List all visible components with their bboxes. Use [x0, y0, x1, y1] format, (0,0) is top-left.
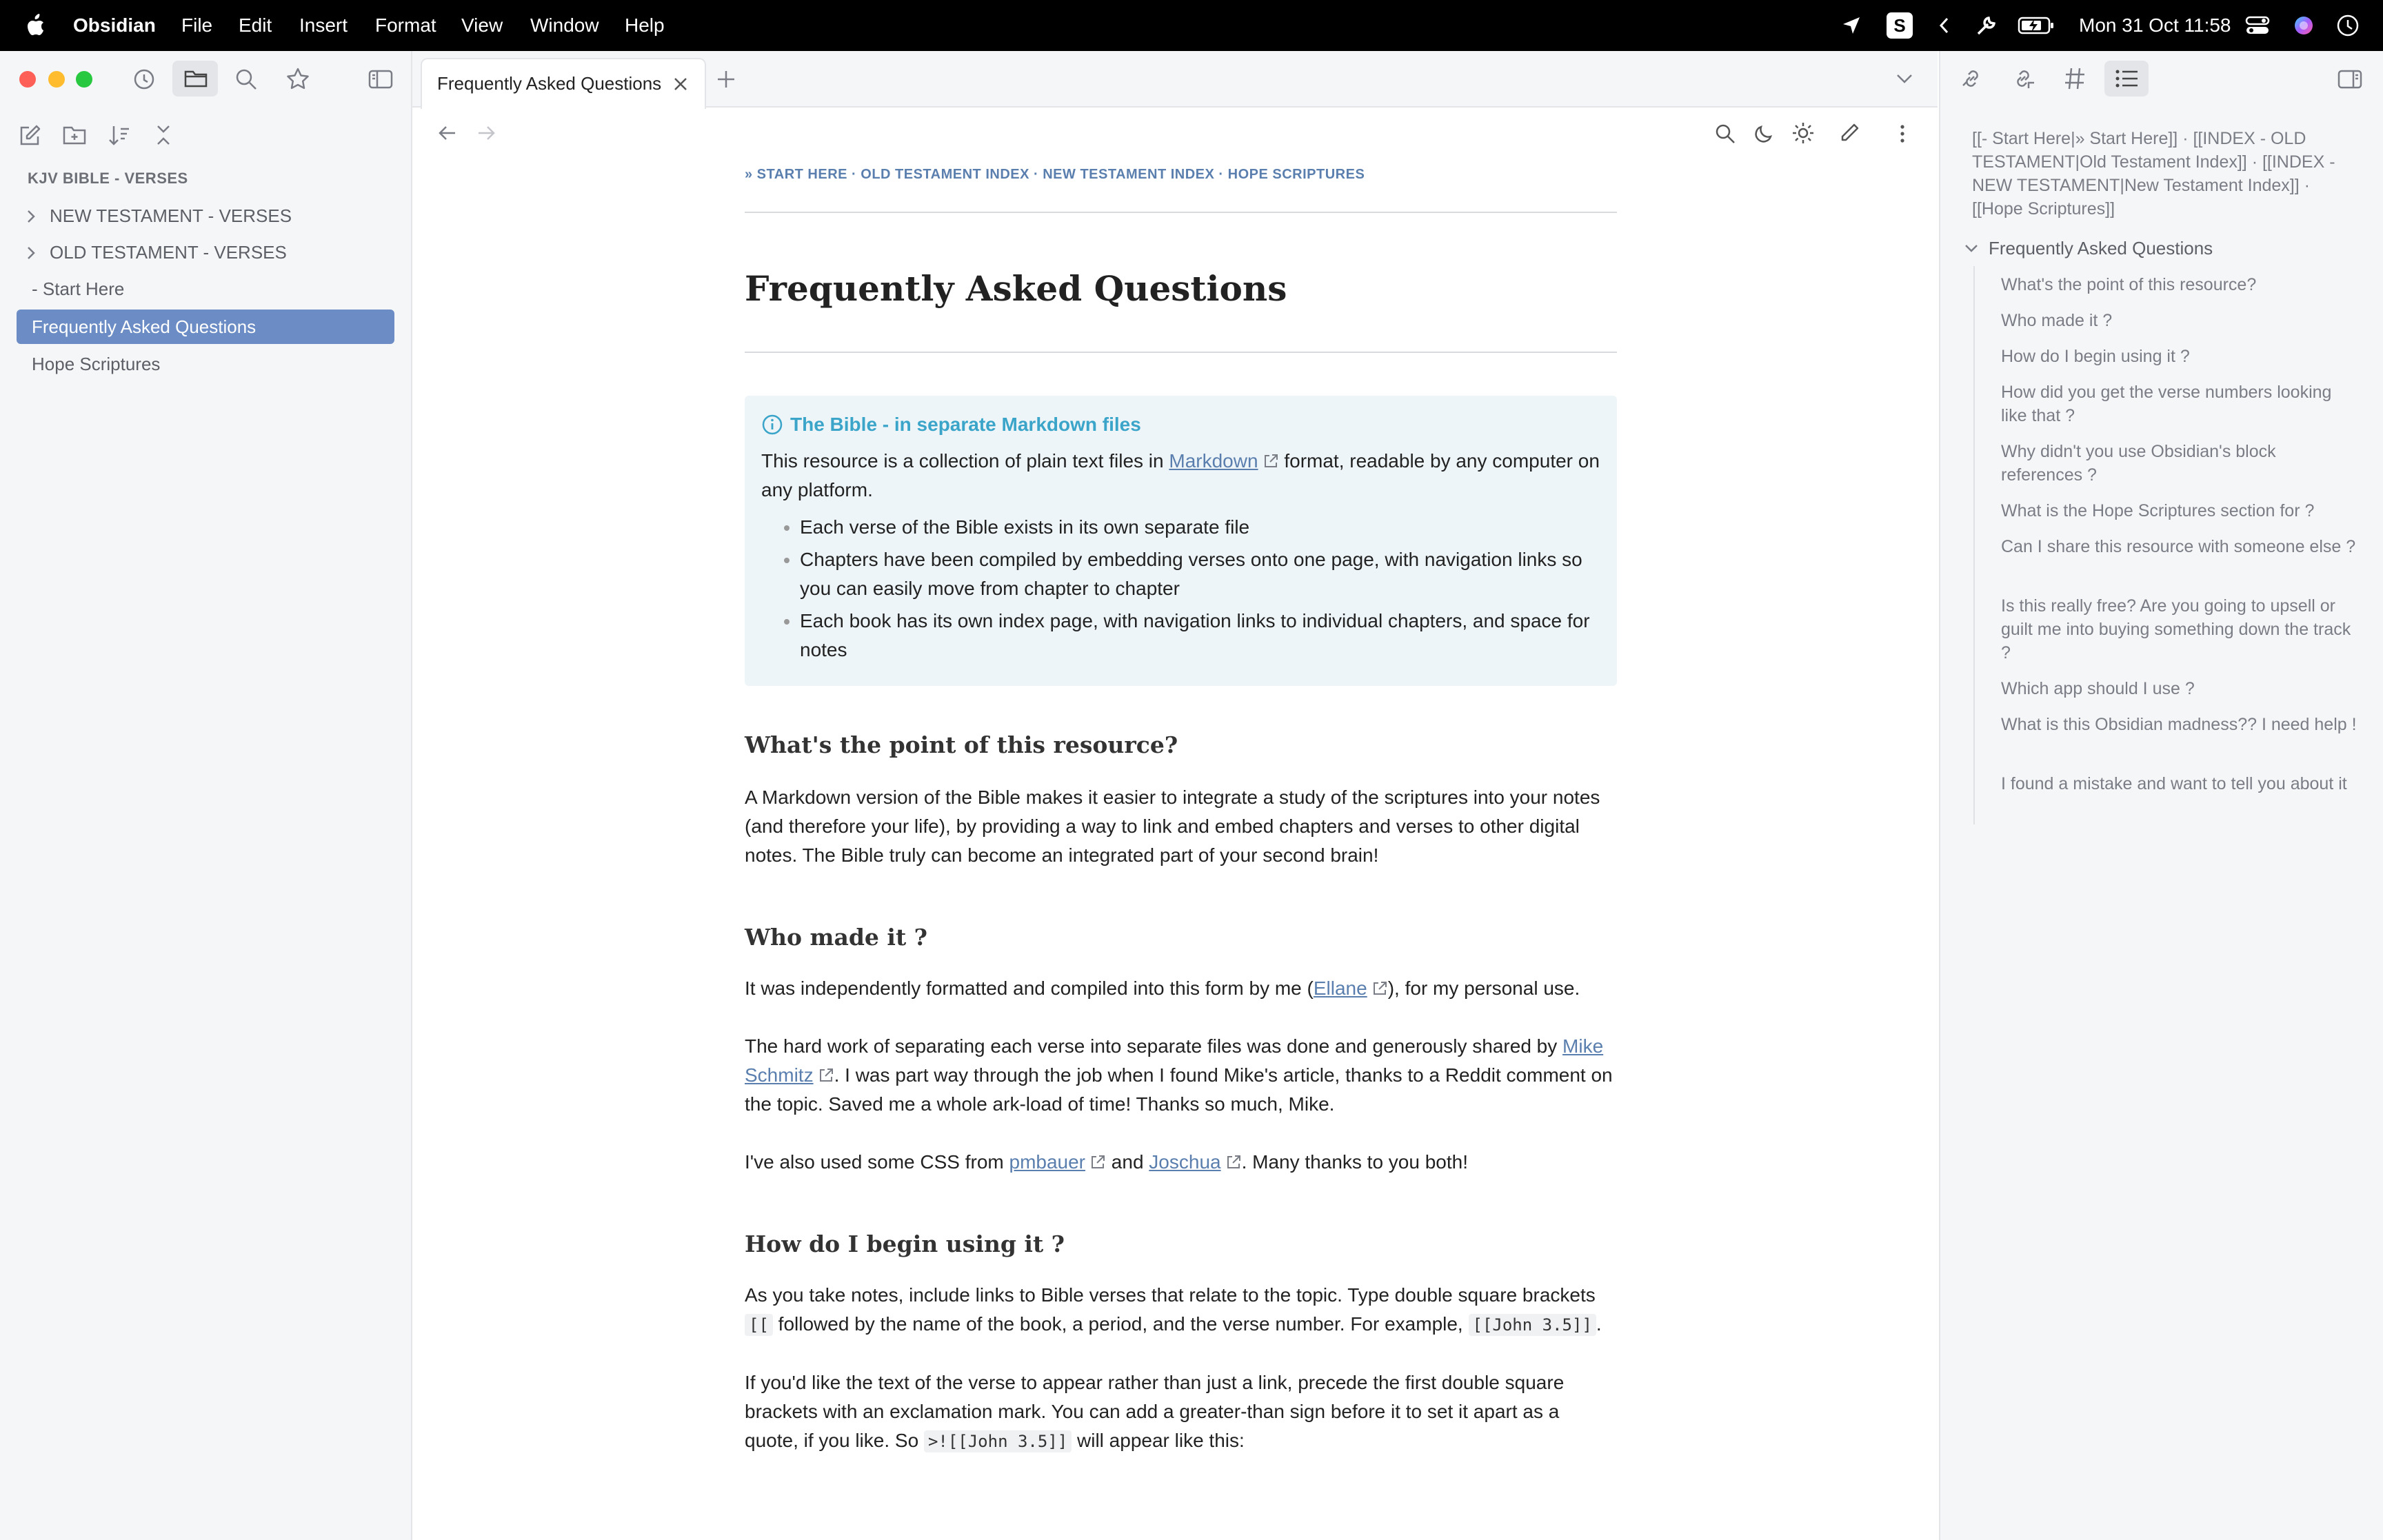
- outline-item[interactable]: How did you get the verse numbers looking like that ?: [2001, 383, 2332, 425]
- file-explorer-folder-icon[interactable]: [172, 61, 218, 97]
- minimize-window-button[interactable]: [48, 71, 65, 88]
- external-link-icon: [1089, 1154, 1106, 1171]
- inline-code: [[: [745, 1314, 773, 1336]
- close-tab-icon[interactable]: [672, 75, 690, 93]
- text: The hard work of separating each verse into separate files was done and generously shared by: [745, 1035, 1563, 1057]
- text: and: [1106, 1151, 1149, 1173]
- text: . Many thanks to you both!: [1241, 1151, 1469, 1173]
- chevron-right-icon: [25, 245, 37, 261]
- breadcrumb-hope-scriptures[interactable]: HOPE SCRIPTURES: [1227, 167, 1365, 182]
- menu-insert[interactable]: Insert: [299, 14, 348, 36]
- edit-pencil-icon[interactable]: [1838, 122, 1860, 144]
- menu-format[interactable]: Format: [375, 14, 436, 36]
- list-item: • Each verse of the Bible exists in its own separate file: [800, 513, 1600, 542]
- folder-old-testament[interactable]: [17, 235, 394, 270]
- callout-intro: [761, 447, 1600, 505]
- collapse-right-sidebar-icon[interactable]: [2337, 69, 2362, 90]
- text: .: [1596, 1313, 1602, 1335]
- text: It was independently formatted and compiled into this form by me (: [745, 977, 1314, 999]
- breadcrumb-separator: ·: [1214, 167, 1228, 182]
- list-item: • Each book has its own index page, with navigation links to individual chapters, and space for notes: [800, 607, 1600, 665]
- more-options-icon[interactable]: [1895, 123, 1910, 145]
- breadcrumb-new-testament-index[interactable]: NEW TESTAMENT INDEX: [1043, 167, 1215, 182]
- text: If you'd like the text of the verse to appear rather than just a link, precede the first double square brackets with an exclamation mark. You can add a greater-than sign before it to set it apart as a quote, if you like. So: [745, 1372, 1565, 1451]
- file-frequently-asked-questions[interactable]: [17, 310, 394, 344]
- menu-view[interactable]: View: [461, 14, 503, 36]
- callout-bullet-list: [761, 513, 1600, 665]
- outline-item[interactable]: What is the Hope Scriptures section for ?: [2001, 501, 2315, 520]
- text: followed by the name of the book, a period, and the verse number. For example,: [772, 1313, 1469, 1335]
- paragraph: [745, 1368, 1617, 1456]
- battery-icon[interactable]: [2018, 16, 2055, 35]
- location-arrow-icon[interactable]: [1841, 15, 1862, 36]
- apple-icon[interactable]: [25, 14, 46, 37]
- outline-heading-frequently-asked-questions[interactable]: [1964, 235, 2350, 261]
- external-link-icon: [1225, 1154, 1242, 1171]
- menu-help[interactable]: Help: [625, 14, 665, 36]
- outline-item[interactable]: Is this really free? Are you going to upsell or guilt me into buying something down the track ?: [2001, 596, 2351, 662]
- outline-heading-label: Frequently Asked Questions: [1989, 238, 2213, 259]
- macos-menubar: [0, 0, 2383, 51]
- outline-item[interactable]: Why didn't you use Obsidian's block references ?: [2001, 442, 2276, 485]
- file-label: - Start Here: [32, 278, 125, 299]
- paragraph: [745, 1148, 1617, 1177]
- inline-code: [[John 3.5]]: [1469, 1314, 1596, 1336]
- info-callout: [745, 396, 1617, 686]
- text: will appear like this:: [1072, 1430, 1245, 1451]
- dark-mode-moon-icon[interactable]: [1753, 123, 1775, 145]
- new-tab-plus-icon[interactable]: [716, 69, 736, 90]
- ellane-link[interactable]: Ellane: [1313, 977, 1367, 999]
- page-title: Frequently Asked Questions: [745, 268, 1287, 309]
- recent-files-clock-icon[interactable]: [132, 68, 156, 91]
- new-folder-icon[interactable]: [62, 124, 87, 146]
- chevron-right-icon: [25, 209, 37, 224]
- outline-guide-line: [1973, 266, 1975, 824]
- tags-hash-icon[interactable]: [2063, 66, 2087, 91]
- external-link-icon: [1263, 453, 1279, 469]
- outgoing-links-icon[interactable]: [2011, 66, 2035, 91]
- menu-file[interactable]: File: [181, 14, 213, 36]
- paragraph: [745, 974, 1617, 1003]
- file-start-here[interactable]: [17, 272, 394, 306]
- maximize-window-button[interactable]: [76, 71, 92, 88]
- pmbauer-link[interactable]: pmbauer: [1009, 1151, 1086, 1173]
- outline-raw-links: [[- Start Here|» Start Here]] · [[INDEX - OLD TESTAMENT|Old Testament Index]] · [[INDEX - NEW TESTAMENT|New Testament Index]] · [[Hope Scriptures]]: [1972, 129, 2335, 219]
- tab-frequently-asked-questions[interactable]: [421, 58, 706, 109]
- paragraph: [745, 1032, 1617, 1119]
- divider: [745, 212, 1617, 213]
- breadcrumb-start-here[interactable]: » START HERE: [745, 167, 847, 182]
- outline-item[interactable]: Can I share this resource with someone else ?: [2001, 537, 2356, 556]
- heading-who-made-it: Who made it ?: [745, 924, 928, 951]
- text: format, readable by any computer on any platform.: [761, 450, 1600, 500]
- folder-label: OLD TESTAMENT - VERSES: [50, 242, 287, 263]
- navigate-back-arrow-icon[interactable]: [437, 123, 458, 143]
- heading-how-to-begin: How do I begin using it ?: [745, 1230, 1065, 1257]
- file-hope-scriptures[interactable]: [17, 347, 394, 381]
- folder-label: NEW TESTAMENT - VERSES: [50, 205, 292, 226]
- external-link-icon: [818, 1067, 834, 1084]
- menubar-clock[interactable]: Mon 31 Oct 11:58: [2079, 14, 2231, 36]
- collapse-all-icon[interactable]: [153, 124, 174, 146]
- outline-item[interactable]: What's the point of this resource?: [2001, 275, 2257, 294]
- new-note-icon[interactable]: [18, 124, 41, 148]
- siri-icon[interactable]: [2293, 15, 2314, 36]
- outline-list-icon[interactable]: [2104, 61, 2149, 97]
- breadcrumb-old-testament-index[interactable]: OLD TESTAMENT INDEX: [861, 167, 1029, 182]
- info-icon: [761, 414, 783, 436]
- callout-title-text: The Bible - in separate Markdown files: [790, 414, 1141, 435]
- divider: [745, 352, 1617, 353]
- collapse-left-sidebar-icon[interactable]: [368, 69, 393, 90]
- sort-order-icon[interactable]: [108, 124, 131, 146]
- s-app-badge[interactable]: S: [1887, 12, 1913, 39]
- joschua-link[interactable]: Joschua: [1149, 1151, 1221, 1173]
- tab-title: Frequently Asked Questions: [437, 73, 662, 94]
- text: This resource is a collection of plain text files in: [761, 450, 1169, 472]
- folder-new-testament[interactable]: [17, 199, 394, 233]
- chevron-down-icon: [1964, 243, 1979, 254]
- light-mode-sun-icon[interactable]: [1791, 121, 1815, 145]
- outline-item[interactable]: What is this Obsidian madness?? I need help !: [2001, 715, 2357, 734]
- outline-item[interactable]: How do I begin using it ?: [2001, 347, 2190, 366]
- text: I've also used some CSS from: [745, 1151, 1009, 1173]
- control-center-icon[interactable]: [2245, 15, 2270, 36]
- markdown-link[interactable]: Markdown: [1169, 450, 1258, 472]
- vault-name[interactable]: KJV BIBLE - VERSES: [28, 170, 188, 187]
- backlinks-icon[interactable]: [1960, 66, 1984, 91]
- file-label: Frequently Asked Questions: [32, 316, 257, 337]
- callout-title: [761, 414, 1600, 436]
- chevron-left-icon[interactable]: [1938, 17, 1951, 34]
- paragraph: A Markdown version of the Bible makes it easier to integrate a study of the scriptures into your notes (and therefore your life), by providing a way to link and embed chapters and verses to other digital notes. The Bible truly can become an integrated part of your second brain!: [745, 787, 1600, 866]
- navigate-forward-arrow-icon[interactable]: [476, 123, 496, 143]
- breadcrumb-separator: ·: [847, 167, 861, 182]
- bookmarks-star-icon[interactable]: [285, 67, 310, 92]
- text: . I was part way through the job when I found Mike's article, thanks to a Reddit comment on the topic. Saved me a whole ark-load of time! Thanks so much, Mike.: [745, 1064, 1613, 1115]
- breadcrumb-separator: ·: [1029, 167, 1043, 182]
- app-menu-obsidian[interactable]: Obsidian: [73, 14, 156, 36]
- wrench-icon[interactable]: [1975, 14, 1998, 37]
- file-label: Hope Scriptures: [32, 354, 161, 374]
- inline-code: >![[John 3.5]]: [924, 1430, 1072, 1452]
- outline-item[interactable]: Which app should I use ?: [2001, 679, 2195, 698]
- outline-item[interactable]: Who made it ?: [2001, 311, 2113, 330]
- list-item: • Chapters have been compiled by embedding verses onto one page, with navigation links so you can easily move from chapter to chapter: [800, 545, 1600, 603]
- note-content: [745, 159, 1617, 1456]
- outline-item[interactable]: I found a mistake and want to tell you about it: [2001, 774, 2347, 793]
- mike-schmitz-link[interactable]: Mike Schmitz: [745, 1035, 1604, 1086]
- menu-window[interactable]: Window: [530, 14, 599, 36]
- text: As you take notes, include links to Bible verses that relate to the topic. Type double square brackets: [745, 1284, 1596, 1306]
- text: ), for my personal use.: [1387, 977, 1580, 999]
- close-window-button[interactable]: [19, 71, 36, 88]
- breadcrumb-nav: [745, 167, 1617, 183]
- find-in-note-search-icon[interactable]: [1714, 123, 1736, 145]
- search-icon[interactable]: [234, 68, 258, 91]
- tab-list-chevron-down-icon[interactable]: [1895, 72, 1914, 85]
- external-link-icon: [1371, 980, 1388, 997]
- power-clock-icon[interactable]: [2336, 14, 2360, 37]
- heading-point-of-resource: What's the point of this resource?: [745, 731, 1178, 758]
- menu-edit[interactable]: Edit: [239, 14, 272, 36]
- paragraph: [745, 1281, 1617, 1339]
